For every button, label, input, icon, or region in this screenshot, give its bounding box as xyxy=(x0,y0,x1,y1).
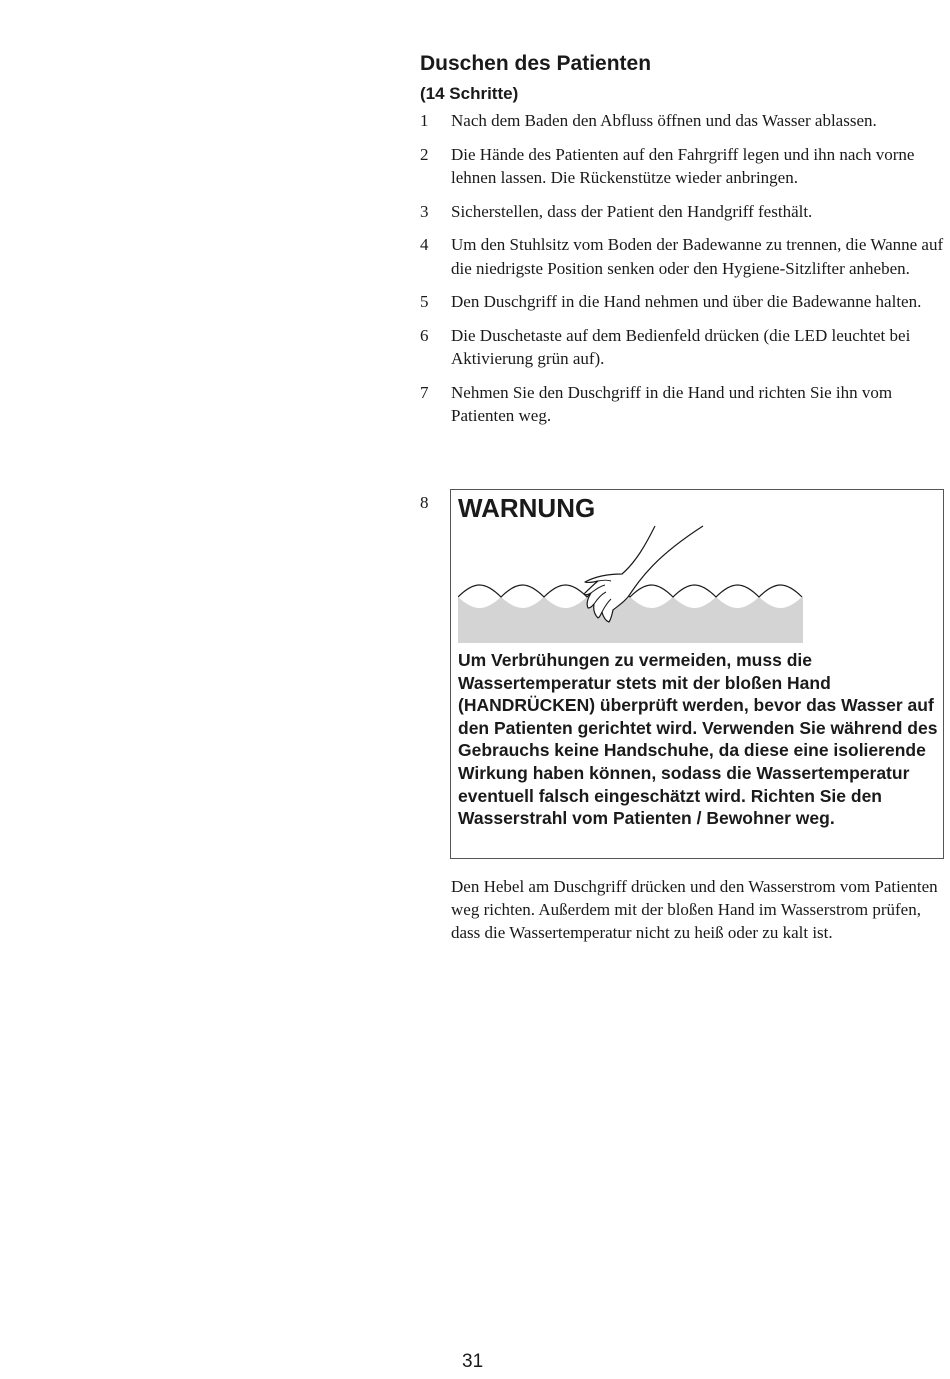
list-item xyxy=(420,233,945,280)
hand-testing-water-icon xyxy=(458,522,803,644)
list-item xyxy=(420,381,945,428)
step-number: 2 xyxy=(420,144,429,164)
step-text: Nehmen Sie den Duschgriff in die Hand und richten Sie ihn vom Patienten weg. xyxy=(451,382,893,425)
step-text: Sicherstellen, dass der Patient den Handgriff festhält. xyxy=(451,201,813,221)
step-number: 4 xyxy=(420,235,429,254)
step-number: 1 xyxy=(420,111,429,130)
section-subtitle: (14 Schritte) xyxy=(420,84,519,103)
warning-text: Um Verbrühungen zu vermeiden, muss die Wassertemperatur stets mit der bloßen Hand (HANDRÜCKEN) überprüft werden, bevor das Wasser auf den Patienten gerichtet wird. Verwenden Sie während des Gebrauchs keine Handschuhe, da diese eine isolierende Wirkung haben können, sodass die Wassertemperatur eventuell falsch eingeschätzt wird. Richten Sie den Wasserstrahl vom Patienten / Bewohner weg. xyxy=(458,650,938,829)
step-number: 7 xyxy=(420,382,429,402)
page-number: 31 xyxy=(462,1351,484,1372)
section-title: Duschen des Patienten xyxy=(420,52,652,75)
warning-box xyxy=(450,489,944,859)
list-item xyxy=(420,109,945,133)
step-text: Die Hände des Patienten auf den Fahrgriff legen und ihn nach vorne lehnen lassen. Die Rückenstütze wieder anbringen. xyxy=(451,144,915,187)
list-item xyxy=(420,200,945,224)
list-item xyxy=(420,324,945,371)
step-number: 8 xyxy=(420,493,429,512)
step-text: Den Duschgriff in die Hand nehmen und über die Badewanne halten. xyxy=(451,292,922,311)
step-number: 5 xyxy=(420,292,429,311)
step-8-text: Den Hebel am Duschgriff drücken und den Wasserstrom vom Patienten weg richten. Außerdem mit der bloßen Hand im Wasserstrom prüfen, dass die Wassertemperatur nicht zu heiß oder zu kalt ist. xyxy=(451,877,938,942)
list-item xyxy=(420,143,945,190)
step-text: Um den Stuhlsitz vom Boden der Badewanne zu trennen, die Wanne auf die niedrigste Position senken oder den Hygiene-Sitzlifter anheben. xyxy=(451,235,944,278)
steps-list xyxy=(420,109,945,438)
list-item xyxy=(420,290,945,314)
step-text: Die Duschetaste auf dem Bedienfeld drücken (die LED leuchtet bei Aktivierung grün auf). xyxy=(451,325,911,368)
step-number: 6 xyxy=(420,325,429,345)
warning-title: WARNUNG xyxy=(458,493,596,523)
step-text: Nach dem Baden den Abfluss öffnen und das Wasser ablassen. xyxy=(451,111,877,130)
step-number: 3 xyxy=(420,201,429,221)
